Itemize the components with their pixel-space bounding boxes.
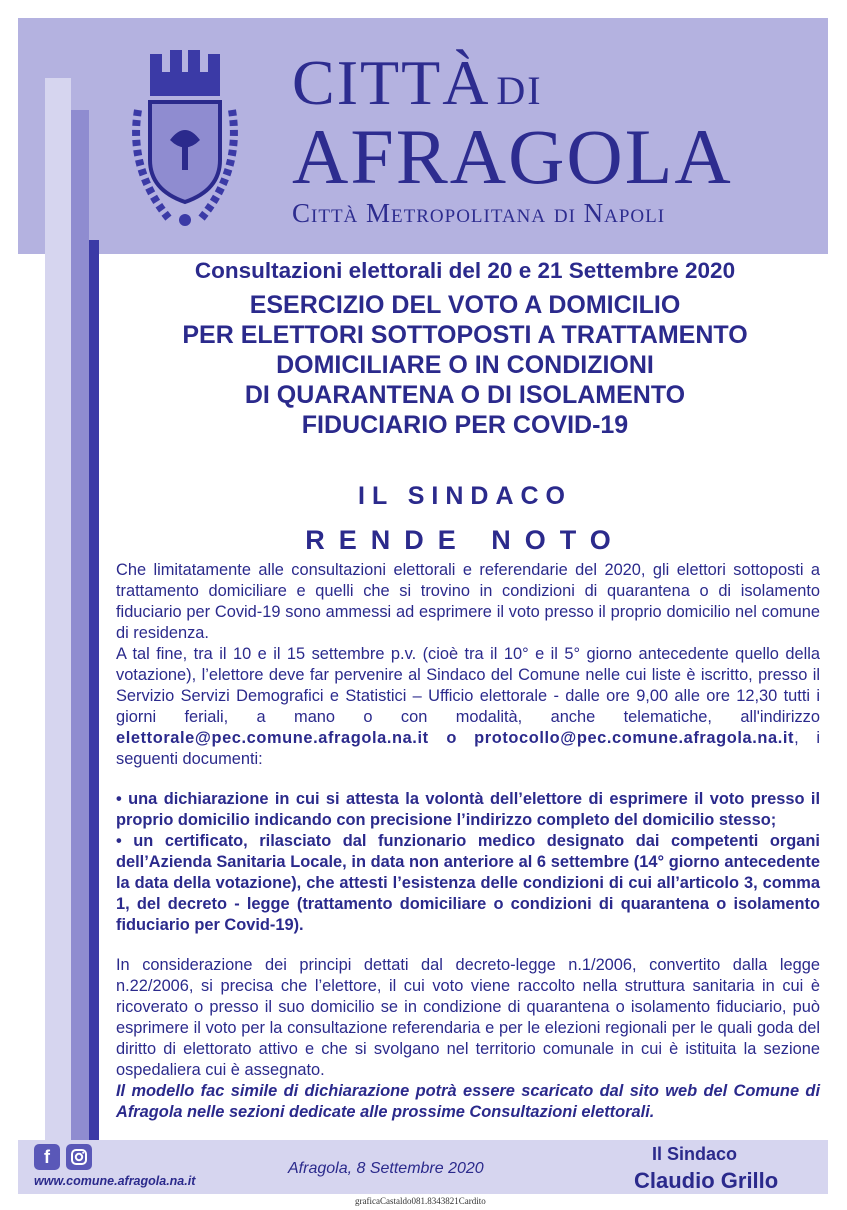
bullet-certificato: • un certificato, rilasciato dal funzionario medico designato dai competenti organi dell’Azienda Sanitaria Locale, in data non anteriore al 6 settembre (14° giorno antecedente la data della votazione), che attesti l’esistenza delle condizioni di cui all’articolo 3, comma 1, del decreto - legge (trattamento domiciliare o condizioni di quarantena o isolamento fiduciario per Covid-19). (116, 832, 820, 934)
decorative-strip-light (45, 78, 71, 1140)
website-link[interactable]: www.comune.afragola.na.it (34, 1174, 196, 1188)
email-protocollo[interactable]: protocollo@pec.comune.afragola.na.it (474, 729, 795, 747)
decorative-strip-medium (71, 110, 89, 1140)
signer-name: Claudio Grillo (634, 1168, 779, 1193)
paragraph-1: Che limitatamente alle consultazioni elettorali e referendarie del 2020, gli elettori sottoposti a trattamento domiciliare e quelli che si trovino in condizioni di quarantena o di isolamento fiduciario per Covid-19 sono ammessi ad esprimere il voto presso il proprio domicilio nel comune di residenza. (116, 561, 820, 642)
title-subtitle: Città Metropolitana di Napoli (292, 198, 666, 228)
title-citta: CITTÀ DI (292, 47, 543, 118)
paragraph-2: A tal fine, tra il 10 e il 15 settembre p.v. (cioè tra il 10° e il 5° giorno antecedente quello della votazione), l’elettore deve far pervenire al Sindaco del Comune nelle cui liste è iscritto, presso il Servizio Servizi Demografici e Statistici – Ufficio elettorale - dalle ore 9,00 alle ore 12,30 tutti i giorni feriali, a mano o con modalità, anche telematiche, all'indirizzo elettorale@pec.comune.afragola.na.it o protocollo@pec.comune.afragola.na.it, i seguenti documenti: (116, 645, 820, 768)
dateline: Afragola, 8 Settembre 2020 (288, 1160, 484, 1177)
social-icons (34, 1144, 92, 1170)
main-heading-line: ESERCIZIO DEL VOTO A DOMICILIO (249, 291, 681, 319)
rende-noto-heading: RENDE NOTO (305, 525, 625, 555)
main-heading-line: DOMICILIARE O IN CONDIZIONI (276, 351, 654, 379)
bullet-dichiarazione: • una dichiarazione in cui si attesta la volontà dell’elettore di esprimere il voto presso il proprio domicilio indicando con precisione l’indirizzo completo del domicilio stesso; (116, 790, 820, 829)
city-coat-of-arms-icon (120, 40, 250, 230)
print-credit: graficaCastaldo081.8343821Cardito (355, 1196, 486, 1206)
election-dates-heading: Consultazioni elettorali del 20 e 21 Settembre 2020 (194, 258, 736, 283)
il-sindaco-heading: IL SINDACO (358, 482, 572, 510)
closing-note: Il modello fac simile di dichiarazione potrà essere scaricato dal sito web del Comune di Afragola nelle sezioni dedicate alle prossime Consultazioni elettorali. (116, 1082, 820, 1121)
main-heading (100, 290, 830, 440)
main-heading-line: PER ELETTORI SOTTOPOSTI A TRATTAMENTO (182, 321, 748, 349)
email-elettorale[interactable]: elettorale@pec.comune.afragola.na.it (116, 729, 429, 747)
facebook-icon[interactable]: f (34, 1144, 60, 1170)
main-heading-line: FIDUCIARIO PER COVID-19 (301, 411, 629, 439)
main-heading-line: DI QUARANTENA O DI ISOLAMENTO (244, 381, 686, 409)
decorative-strip-dark (89, 240, 99, 1140)
paragraph-3: In considerazione dei principi dettati dal decreto-legge n.1/2006, convertito dalla legge n.22/2006, si precisa che l’elettore, il cui voto viene raccolto nella struttura sanitaria in cui è ricoverato o presso il suo domicilio se in condizione di quarantena o isolamento fiduciario, può esprimere il voto per la consultazione referendaria e per le elezioni regionali per le quali goda del diritto di elettorato attivo e che si svolgano nel territorio comunale in cui è istituita la sezione ospedaliera cui è assegnato. (116, 956, 820, 1079)
instagram-icon[interactable] (66, 1144, 92, 1170)
title-afragola: AFRAGOLA (292, 113, 733, 200)
notice-body (116, 560, 820, 1123)
signer-role: Il Sindaco (652, 1144, 738, 1164)
